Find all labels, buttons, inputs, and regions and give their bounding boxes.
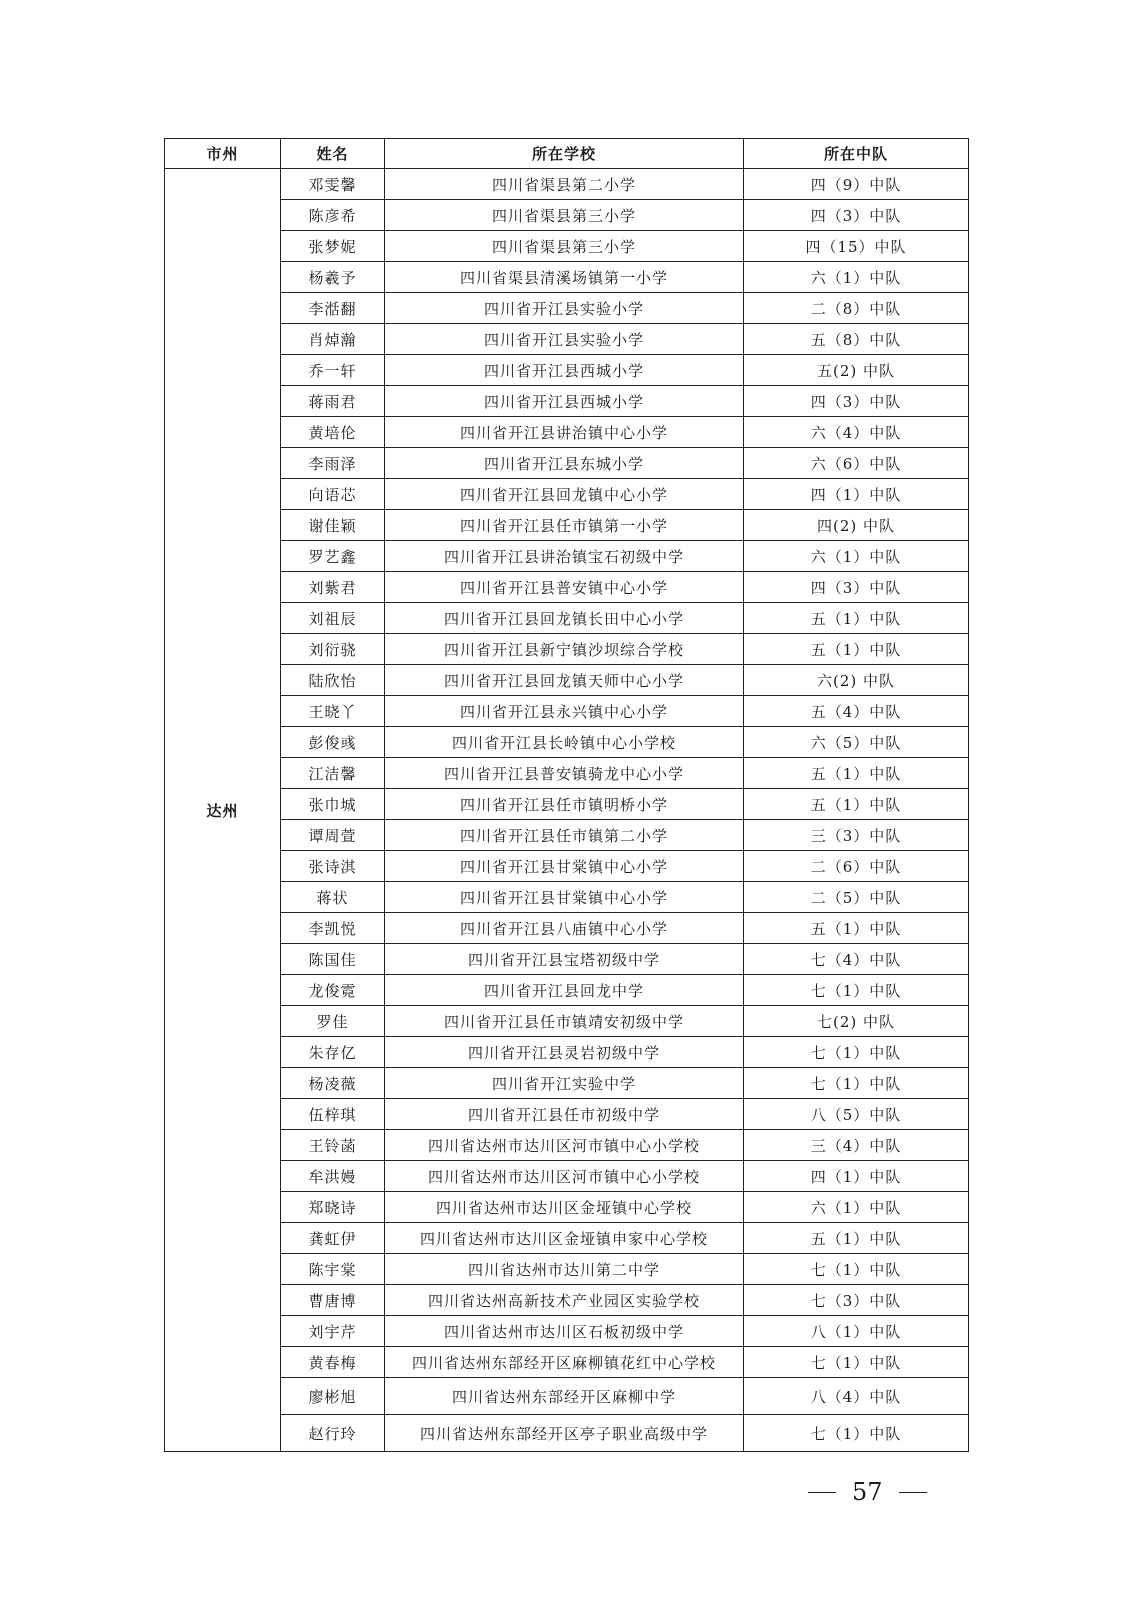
school-cell: 四川省达州东部经开区麻柳中学 (385, 1378, 744, 1415)
school-cell: 四川省开江县甘棠镇中心小学 (385, 851, 744, 882)
school-cell: 四川省开江县新宁镇沙坝综合学校 (385, 634, 744, 665)
squad-cell: 四（3）中队 (744, 386, 969, 417)
name-cell: 杨羲予 (281, 262, 385, 293)
squad-cell: 六（6）中队 (744, 448, 969, 479)
header-squad: 所在中队 (744, 139, 969, 169)
school-cell: 四川省开江县长岭镇中心小学校 (385, 727, 744, 758)
table-row (165, 882, 969, 913)
name-cell: 向语芯 (281, 479, 385, 510)
name-cell: 刘衍骁 (281, 634, 385, 665)
table-row (165, 510, 969, 541)
name-cell: 伍梓琪 (281, 1099, 385, 1130)
table-row (165, 231, 969, 262)
squad-cell: 五（1）中队 (744, 1223, 969, 1254)
name-cell: 郑晓诗 (281, 1192, 385, 1223)
table-row (165, 727, 969, 758)
header-row (165, 139, 969, 169)
squad-cell: 七（1）中队 (744, 1415, 969, 1452)
squad-cell: 七（1）中队 (744, 975, 969, 1006)
school-cell: 四川省渠县第三小学 (385, 231, 744, 262)
squad-cell: 四（3）中队 (744, 572, 969, 603)
squad-cell: 六（1）中队 (744, 541, 969, 572)
name-cell: 廖彬旭 (281, 1378, 385, 1415)
squad-cell: 六(2) 中队 (744, 665, 969, 696)
squad-cell: 八（5）中队 (744, 1099, 969, 1130)
school-cell: 四川省开江县任市镇第一小学 (385, 510, 744, 541)
squad-cell: 五（1）中队 (744, 758, 969, 789)
squad-cell: 三（3）中队 (744, 820, 969, 851)
squad-cell: 五（1）中队 (744, 789, 969, 820)
school-cell: 四川省开江县普安镇中心小学 (385, 572, 744, 603)
school-cell: 四川省开江县讲治镇中心小学 (385, 417, 744, 448)
squad-cell: 六（4）中队 (744, 417, 969, 448)
name-cell: 蒋状 (281, 882, 385, 913)
school-cell: 四川省开江县实验小学 (385, 293, 744, 324)
name-cell: 邓雯馨 (281, 169, 385, 200)
school-cell: 四川省开江县实验小学 (385, 324, 744, 355)
squad-cell: 六（5）中队 (744, 727, 969, 758)
name-cell: 张巾城 (281, 789, 385, 820)
squad-cell: 五（4）中队 (744, 696, 969, 727)
name-cell: 黄春梅 (281, 1347, 385, 1378)
table-row (165, 789, 969, 820)
school-cell: 四川省开江县甘棠镇中心小学 (385, 882, 744, 913)
table-row (165, 913, 969, 944)
name-cell: 罗艺鑫 (281, 541, 385, 572)
name-cell: 陈国佳 (281, 944, 385, 975)
school-cell: 四川省达州市达川区河市镇中心小学校 (385, 1130, 744, 1161)
table-row (165, 1415, 969, 1452)
squad-cell: 七（1）中队 (744, 1037, 969, 1068)
name-cell: 杨凌薇 (281, 1068, 385, 1099)
table-row (165, 1130, 969, 1161)
table-row (165, 448, 969, 479)
squad-cell: 七（1）中队 (744, 1347, 969, 1378)
table-row (165, 1006, 969, 1037)
squad-cell: 四(2) 中队 (744, 510, 969, 541)
school-cell: 四川省开江县任市镇明桥小学 (385, 789, 744, 820)
name-cell: 陈彦希 (281, 200, 385, 231)
table-row (165, 758, 969, 789)
name-cell: 张诗淇 (281, 851, 385, 882)
city-cell: 达州 (165, 169, 281, 1452)
table-row (165, 355, 969, 386)
school-cell: 四川省达州东部经开区亭子职业高级中学 (385, 1415, 744, 1452)
name-cell: 谢佳颖 (281, 510, 385, 541)
squad-cell: 六（1）中队 (744, 1192, 969, 1223)
name-cell: 罗佳 (281, 1006, 385, 1037)
table-row (165, 1037, 969, 1068)
name-cell: 龚虹伊 (281, 1223, 385, 1254)
squad-cell: 四（1）中队 (744, 1161, 969, 1192)
table-row (165, 1378, 969, 1415)
table-row (165, 696, 969, 727)
table-row (165, 541, 969, 572)
name-cell: 赵行玲 (281, 1415, 385, 1452)
school-cell: 四川省达州东部经开区麻柳镇花红中心学校 (385, 1347, 744, 1378)
squad-cell: 八（4）中队 (744, 1378, 969, 1415)
table-row (165, 169, 969, 200)
table-row (165, 417, 969, 448)
school-cell: 四川省开江县灵岩初级中学 (385, 1037, 744, 1068)
table-row (165, 1316, 969, 1347)
table-row (165, 200, 969, 231)
name-cell: 黄培伦 (281, 417, 385, 448)
table-row (165, 1347, 969, 1378)
squad-cell: 八（1）中队 (744, 1316, 969, 1347)
school-cell: 四川省渠县第三小学 (385, 200, 744, 231)
school-cell: 四川省达州市达川区石板初级中学 (385, 1316, 744, 1347)
table-row (165, 851, 969, 882)
name-cell: 李凯悦 (281, 913, 385, 944)
school-cell: 四川省开江实验中学 (385, 1068, 744, 1099)
school-cell: 四川省开江县宝塔初级中学 (385, 944, 744, 975)
footer-dash-right (899, 1492, 927, 1493)
name-cell: 陈宇棠 (281, 1254, 385, 1285)
school-cell: 四川省开江县回龙中学 (385, 975, 744, 1006)
school-cell: 四川省开江县任市镇靖安初级中学 (385, 1006, 744, 1037)
table-row (165, 1161, 969, 1192)
squad-cell: 三（4）中队 (744, 1130, 969, 1161)
school-cell: 四川省开江县普安镇骑龙中心小学 (385, 758, 744, 789)
school-cell: 四川省开江县东城小学 (385, 448, 744, 479)
name-cell: 刘祖辰 (281, 603, 385, 634)
table-row (165, 324, 969, 355)
school-cell: 四川省达州市达川区河市镇中心小学校 (385, 1161, 744, 1192)
school-cell: 四川省开江县讲治镇宝石初级中学 (385, 541, 744, 572)
name-cell: 刘宇芹 (281, 1316, 385, 1347)
school-cell: 四川省渠县第二小学 (385, 169, 744, 200)
squad-cell: 七(2) 中队 (744, 1006, 969, 1037)
squad-cell: 七（4）中队 (744, 944, 969, 975)
school-cell: 四川省渠县清溪场镇第一小学 (385, 262, 744, 293)
table-row (165, 1254, 969, 1285)
name-cell: 李湉翻 (281, 293, 385, 324)
table-row (165, 479, 969, 510)
name-cell: 乔一轩 (281, 355, 385, 386)
name-cell: 肖焯瀚 (281, 324, 385, 355)
table-row (165, 634, 969, 665)
header-name: 姓名 (281, 139, 385, 169)
school-cell: 四川省开江县西城小学 (385, 386, 744, 417)
squad-cell: 七（1）中队 (744, 1254, 969, 1285)
squad-cell: 五（8）中队 (744, 324, 969, 355)
school-cell: 四川省开江县回龙镇长田中心小学 (385, 603, 744, 634)
squad-cell: 四（1）中队 (744, 479, 969, 510)
school-cell: 四川省达州市达川区金垭镇中心学校 (385, 1192, 744, 1223)
squad-cell: 七（1）中队 (744, 1068, 969, 1099)
squad-cell: 四（15）中队 (744, 231, 969, 262)
page-number: 57 (852, 1478, 883, 1506)
squad-cell: 二（5）中队 (744, 882, 969, 913)
name-cell: 谭周萱 (281, 820, 385, 851)
squad-cell: 五（1）中队 (744, 634, 969, 665)
name-cell: 李雨泽 (281, 448, 385, 479)
table-row (165, 1068, 969, 1099)
name-cell: 江洁馨 (281, 758, 385, 789)
name-cell: 彭俊彧 (281, 727, 385, 758)
school-cell: 四川省开江县回龙镇天师中心小学 (385, 665, 744, 696)
table-row (165, 975, 969, 1006)
table-row (165, 293, 969, 324)
name-cell: 王铃菡 (281, 1130, 385, 1161)
school-cell: 四川省开江县任市初级中学 (385, 1099, 744, 1130)
table-row (165, 603, 969, 634)
table-row (165, 1099, 969, 1130)
footer-dash-left (808, 1492, 836, 1493)
header-school: 所在学校 (385, 139, 744, 169)
squad-cell: 二（6）中队 (744, 851, 969, 882)
school-cell: 四川省开江县任市镇第二小学 (385, 820, 744, 851)
squad-cell: 七（3）中队 (744, 1285, 969, 1316)
squad-cell: 五（1）中队 (744, 913, 969, 944)
name-cell: 王晓丫 (281, 696, 385, 727)
school-cell: 四川省开江县西城小学 (385, 355, 744, 386)
school-cell: 四川省达州市达川区金垭镇申家中心学校 (385, 1223, 744, 1254)
name-cell: 刘紫君 (281, 572, 385, 603)
table-body (165, 169, 969, 1452)
school-cell: 四川省达州高新技术产业园区实验学校 (385, 1285, 744, 1316)
squad-cell: 五（1）中队 (744, 603, 969, 634)
school-cell: 四川省开江县永兴镇中心小学 (385, 696, 744, 727)
name-cell: 陆欣怡 (281, 665, 385, 696)
table-row (165, 386, 969, 417)
table-header (165, 139, 969, 169)
name-cell: 朱存亿 (281, 1037, 385, 1068)
squad-cell: 四（9）中队 (744, 169, 969, 200)
name-cell: 龙俊霓 (281, 975, 385, 1006)
name-cell: 曹唐博 (281, 1285, 385, 1316)
roster-table (164, 138, 969, 1452)
table-row (165, 665, 969, 696)
school-cell: 四川省开江县回龙镇中心小学 (385, 479, 744, 510)
name-cell: 蒋雨君 (281, 386, 385, 417)
table-row (165, 262, 969, 293)
table-row (165, 1223, 969, 1254)
name-cell: 张梦妮 (281, 231, 385, 262)
school-cell: 四川省达州市达川第二中学 (385, 1254, 744, 1285)
table-row (165, 1285, 969, 1316)
name-cell: 牟洪嫚 (281, 1161, 385, 1192)
table-row (165, 1192, 969, 1223)
header-city: 市州 (165, 139, 281, 169)
table-row (165, 944, 969, 975)
squad-cell: 四（3）中队 (744, 200, 969, 231)
school-cell: 四川省开江县八庙镇中心小学 (385, 913, 744, 944)
squad-cell: 五(2) 中队 (744, 355, 969, 386)
squad-cell: 二（8）中队 (744, 293, 969, 324)
table-row (165, 572, 969, 603)
table-row (165, 820, 969, 851)
squad-cell: 六（1）中队 (744, 262, 969, 293)
page-footer (808, 1478, 927, 1506)
